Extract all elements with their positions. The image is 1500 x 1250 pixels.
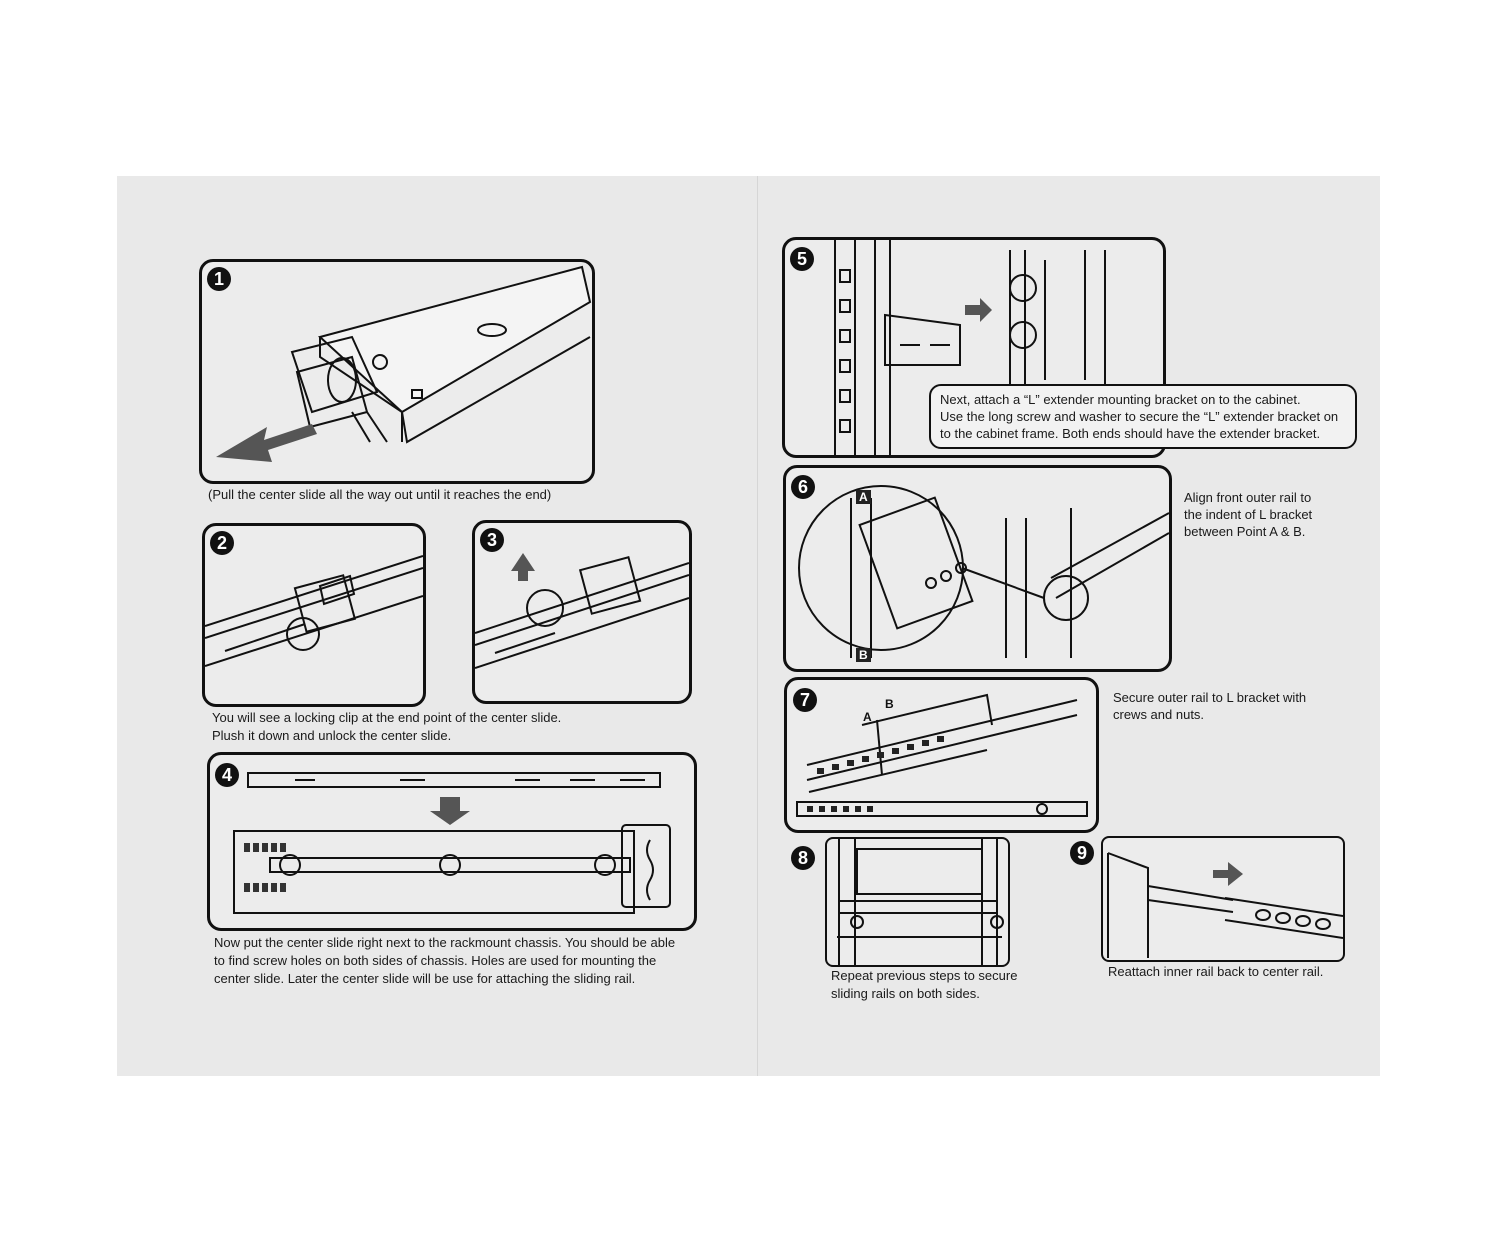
step-badge: 8 [791, 846, 815, 870]
step-badge: 5 [790, 247, 814, 271]
step-6-caption-line-3: between Point A & B. [1184, 524, 1306, 539]
step-8-caption-line-2: sliding rails on both sides. [831, 986, 980, 1001]
point-a-label: A [856, 490, 871, 504]
step-7-panel [784, 677, 1099, 833]
point-b-label: B [856, 648, 871, 662]
step-1-caption: (Pull the center slide all the way out until it reaches the end) [208, 487, 552, 502]
step-6-panel [783, 465, 1172, 672]
step-5-caption-line-1: Next, attach a “L” extender mounting bracket on to the cabinet. [940, 392, 1301, 407]
locking-clip-illustration [205, 526, 423, 704]
rack-rails-illustration [827, 839, 1008, 965]
step-6-caption-line-1: Align front outer rail to [1184, 490, 1312, 505]
step-6-caption-line-2: the indent of L bracket [1184, 507, 1313, 522]
step-4-panel [207, 752, 697, 931]
pull-arrow-icon [216, 424, 317, 462]
step-badge: 6 [791, 475, 815, 499]
step-8-panel [825, 837, 1010, 967]
step-4-caption-line-2: to find screw holes on both sides of chassis. Holes are used for mounting the [214, 953, 657, 968]
step-8-caption-line-1: Repeat previous steps to secure [831, 968, 1018, 983]
unlock-slide-illustration [475, 523, 689, 701]
align-rail-illustration [786, 468, 1169, 669]
step-9-caption: Reattach inner rail back to center rail. [1108, 964, 1324, 979]
step-7-caption-line-2: crews and nuts. [1113, 707, 1205, 722]
step-2-panel [202, 523, 426, 707]
chassis-illustration [210, 755, 694, 928]
step-5-caption-line-2: Use the long screw and washer to secure the “L” extender bracket on [940, 409, 1339, 424]
step-badge: 1 [207, 267, 231, 291]
step-badge: 7 [793, 688, 817, 712]
step-5-caption-line-3: to the cabinet frame. Both ends should have the extender bracket. [940, 426, 1321, 441]
step-badge: 9 [1070, 841, 1094, 865]
slide-rail-illustration [202, 262, 592, 481]
step-badge: 2 [210, 531, 234, 555]
point-b-label: B [885, 697, 894, 711]
step-7-caption-line-1: Secure outer rail to L bracket with [1113, 690, 1307, 705]
step-3-panel [472, 520, 692, 704]
point-a-label: A [863, 710, 872, 724]
secure-rail-illustration [787, 680, 1096, 830]
right-arrow-icon [1213, 862, 1243, 886]
step-badge: 4 [215, 763, 239, 787]
step-23-caption-line-1: You will see a locking clip at the end point of the center slide. [212, 710, 562, 725]
step-23-caption-line-2: Plush it down and unlock the center slide. [212, 728, 452, 743]
step-9-panel [1101, 836, 1345, 962]
step-badge: 3 [480, 528, 504, 552]
step-4-caption-line-3: center slide. Later the center slide will be use for attaching the sliding rail. [214, 971, 636, 986]
right-arrow-icon [965, 298, 992, 322]
step-5-callout [929, 384, 1357, 449]
center-fold [757, 176, 758, 1076]
up-arrow-icon [511, 553, 535, 581]
step-4-caption-line-1: Now put the center slide right next to the rackmount chassis. You should be able [214, 935, 676, 950]
step-1-panel [199, 259, 595, 484]
down-arrow-icon [430, 797, 470, 825]
reattach-inner-rail-illustration [1103, 838, 1343, 960]
